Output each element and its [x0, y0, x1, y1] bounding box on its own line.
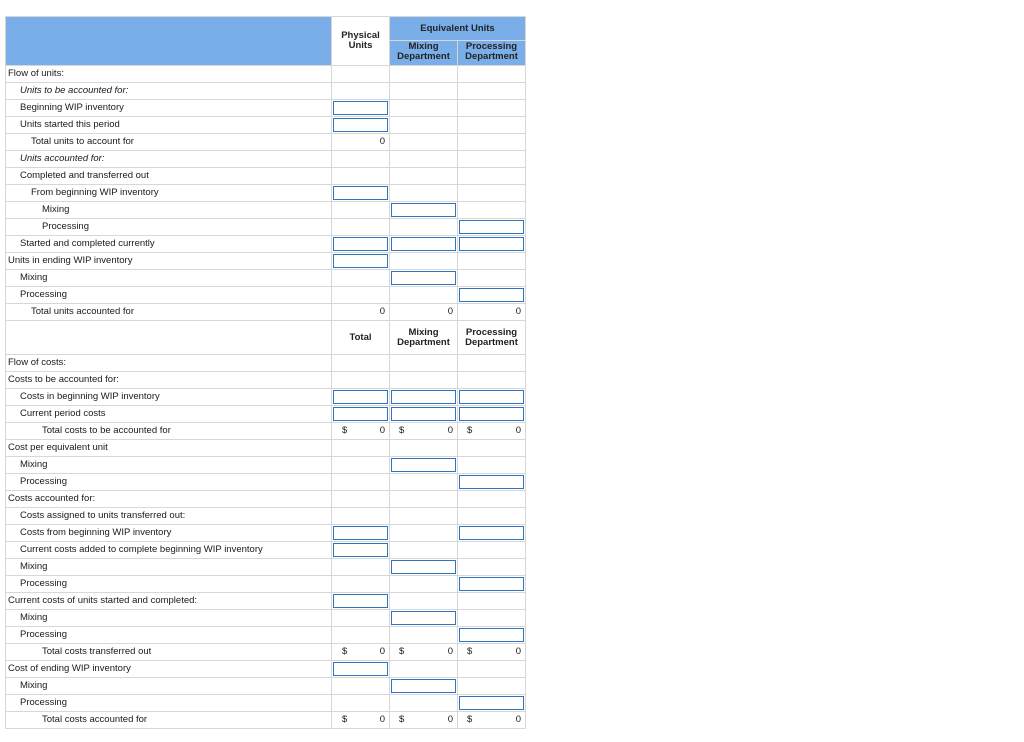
processing-cell — [458, 202, 526, 219]
row-label: Current costs added to complete beginning WIP inventory — [5, 542, 332, 559]
mixing-cell — [390, 576, 458, 593]
processing-input[interactable] — [459, 475, 524, 489]
total-value: 0 — [379, 425, 385, 436]
total-cell — [332, 151, 390, 168]
mixing-cell — [390, 712, 458, 729]
processing-value: 0 — [515, 714, 521, 725]
total-cell — [332, 440, 390, 457]
total-cell — [332, 712, 390, 729]
column-header — [5, 16, 526, 66]
row-label: Mixing — [5, 270, 332, 287]
processing-value: 0 — [515, 425, 521, 436]
processing-cell — [458, 253, 526, 270]
row-label: Mixing — [5, 610, 332, 627]
total-cell — [332, 270, 390, 287]
processing-cell — [458, 508, 526, 525]
total-input[interactable] — [333, 407, 388, 421]
subheader-mixing-cell — [390, 321, 458, 355]
processing-cell — [458, 219, 526, 236]
processing-cell — [458, 559, 526, 576]
subheader-processing-cell — [458, 321, 526, 355]
total-cell — [332, 610, 390, 627]
processing-cell — [458, 593, 526, 610]
mixing-department-heading: Mixing Department — [397, 327, 450, 348]
row-label: Units started this period — [5, 117, 332, 134]
mixing-value: 0 — [447, 646, 453, 657]
total-cell — [332, 661, 390, 678]
table-row — [5, 100, 526, 117]
processing-cell — [458, 304, 526, 321]
processing-value: 0 — [515, 306, 521, 317]
row-label: Mixing — [5, 202, 332, 219]
currency-symbol: $ — [467, 646, 473, 657]
mixing-input[interactable] — [391, 237, 456, 251]
table-row — [5, 644, 526, 661]
mixing-value: 0 — [447, 714, 453, 725]
table-row — [5, 508, 526, 525]
processing-cell — [458, 542, 526, 559]
currency-symbol: $ — [342, 714, 348, 725]
processing-cell — [458, 644, 526, 661]
mixing-cell — [390, 236, 458, 253]
total-value: 0 — [379, 136, 385, 147]
row-label: Cost of ending WIP inventory — [5, 661, 332, 678]
row-label: Mixing — [5, 678, 332, 695]
table-row — [5, 440, 526, 457]
total-cell — [332, 372, 390, 389]
total-cell — [332, 559, 390, 576]
mixing-cell — [390, 627, 458, 644]
total-input[interactable] — [333, 662, 388, 676]
total-cell — [332, 508, 390, 525]
table-row — [5, 66, 526, 83]
mixing-cell — [390, 406, 458, 423]
mixing-cell — [390, 474, 458, 491]
total-cell — [332, 202, 390, 219]
table-row — [5, 559, 526, 576]
total-cell — [332, 474, 390, 491]
row-label: Beginning WIP inventory — [5, 100, 332, 117]
total-cell — [332, 423, 390, 440]
mixing-cell — [390, 457, 458, 474]
total-cell — [332, 219, 390, 236]
subheader-blank-cell — [5, 321, 332, 355]
processing-value: 0 — [515, 646, 521, 657]
processing-cell — [458, 695, 526, 712]
mixing-input[interactable] — [391, 458, 456, 472]
mixing-cell — [390, 151, 458, 168]
table-row — [5, 457, 526, 474]
processing-cell — [458, 610, 526, 627]
table-row — [5, 491, 526, 508]
table-row — [5, 304, 526, 321]
table-row — [5, 355, 526, 372]
total-cell — [332, 83, 390, 100]
mixing-input[interactable] — [391, 560, 456, 574]
total-cell — [332, 525, 390, 542]
processing-input[interactable] — [459, 220, 524, 234]
cost-column-header — [5, 321, 526, 355]
currency-symbol: $ — [399, 425, 405, 436]
table-row — [5, 474, 526, 491]
processing-cell — [458, 712, 526, 729]
mixing-cell — [390, 491, 458, 508]
mixing-cell — [390, 593, 458, 610]
mixing-cell — [390, 542, 458, 559]
mixing-input[interactable] — [391, 271, 456, 285]
total-cell — [332, 100, 390, 117]
processing-cell — [458, 185, 526, 202]
row-label: Started and completed currently — [5, 236, 332, 253]
processing-cell — [458, 134, 526, 151]
total-input[interactable] — [333, 186, 388, 200]
mixing-cell — [390, 661, 458, 678]
processing-input[interactable] — [459, 407, 524, 421]
total-value: 0 — [379, 714, 385, 725]
row-label: Total units to account for — [5, 134, 332, 151]
processing-department-heading: Processing Department — [465, 41, 518, 62]
row-label: Total costs transferred out — [5, 644, 332, 661]
mixing-cell — [390, 117, 458, 134]
total-cell — [332, 389, 390, 406]
processing-cell — [458, 440, 526, 457]
table-row — [5, 168, 526, 185]
total-cell — [332, 236, 390, 253]
table-row — [5, 270, 526, 287]
processing-cell — [458, 287, 526, 304]
row-label: Units accounted for: — [5, 151, 332, 168]
processing-department-heading: Processing Department — [465, 327, 518, 348]
mixing-input[interactable] — [391, 679, 456, 693]
processing-input[interactable] — [459, 390, 524, 404]
row-label: Mixing — [5, 559, 332, 576]
mixing-cell — [390, 678, 458, 695]
processing-cell — [458, 525, 526, 542]
mixing-cell — [390, 287, 458, 304]
total-cell — [332, 491, 390, 508]
mixing-cell — [390, 610, 458, 627]
total-value: 0 — [379, 306, 385, 317]
currency-symbol: $ — [342, 646, 348, 657]
currency-symbol: $ — [467, 425, 473, 436]
mixing-input[interactable] — [391, 611, 456, 625]
row-label: Current costs of units started and completed: — [5, 593, 332, 610]
header-mixing-cell — [390, 41, 458, 66]
total-cell — [332, 287, 390, 304]
processing-input[interactable] — [459, 577, 524, 591]
total-input[interactable] — [333, 237, 388, 251]
row-label: Costs assigned to units transferred out: — [5, 508, 332, 525]
table-row — [5, 661, 526, 678]
header-physical-units-cell — [332, 16, 390, 66]
total-cell — [332, 355, 390, 372]
processing-cell — [458, 355, 526, 372]
mixing-cell — [390, 389, 458, 406]
currency-symbol: $ — [467, 714, 473, 725]
table-row — [5, 678, 526, 695]
row-label: Total units accounted for — [5, 304, 332, 321]
table-row — [5, 202, 526, 219]
subheader-total-cell — [332, 321, 390, 355]
row-label: Processing — [5, 474, 332, 491]
processing-cell — [458, 117, 526, 134]
total-input[interactable] — [333, 254, 388, 268]
processing-input[interactable] — [459, 526, 524, 540]
table-row — [5, 406, 526, 423]
total-input[interactable] — [333, 594, 388, 608]
processing-cell — [458, 491, 526, 508]
mixing-cell — [390, 219, 458, 236]
total-input[interactable] — [333, 526, 388, 540]
processing-cell — [458, 236, 526, 253]
row-label: Costs accounted for: — [5, 491, 332, 508]
table-row — [5, 151, 526, 168]
currency-symbol: $ — [399, 646, 405, 657]
table-row — [5, 287, 526, 304]
processing-cell — [458, 168, 526, 185]
row-label: From beginning WIP inventory — [5, 185, 332, 202]
row-label: Processing — [5, 219, 332, 236]
mixing-department-heading: Mixing Department — [397, 41, 450, 62]
total-input[interactable] — [333, 101, 388, 115]
total-cell — [332, 185, 390, 202]
mixing-cell — [390, 508, 458, 525]
table-row — [5, 423, 526, 440]
row-label: Current period costs — [5, 406, 332, 423]
mixing-cell — [390, 440, 458, 457]
currency-symbol: $ — [399, 714, 405, 725]
mixing-input[interactable] — [391, 407, 456, 421]
mixing-cell — [390, 270, 458, 287]
row-label: Total costs to be accounted for — [5, 423, 332, 440]
mixing-value: 0 — [447, 306, 453, 317]
table-row — [5, 219, 526, 236]
row-label: Processing — [5, 287, 332, 304]
row-label: Costs in beginning WIP inventory — [5, 389, 332, 406]
table-row — [5, 576, 526, 593]
total-input[interactable] — [333, 543, 388, 557]
table-row — [5, 542, 526, 559]
mixing-cell — [390, 423, 458, 440]
table-row — [5, 627, 526, 644]
equivalent-units-heading: Equivalent Units — [420, 23, 495, 34]
total-cell — [332, 117, 390, 134]
mixing-cell — [390, 202, 458, 219]
processing-cell — [458, 100, 526, 117]
total-cell — [332, 644, 390, 661]
table-row — [5, 712, 526, 729]
row-label: Units in ending WIP inventory — [5, 253, 332, 270]
total-cell — [332, 304, 390, 321]
processing-input[interactable] — [459, 237, 524, 251]
table-row — [5, 117, 526, 134]
row-label: Total costs accounted for — [5, 712, 332, 729]
processing-input[interactable] — [459, 628, 524, 642]
total-heading: Total — [349, 332, 372, 343]
row-label: Processing — [5, 576, 332, 593]
total-cell — [332, 253, 390, 270]
processing-cell — [458, 151, 526, 168]
header-blank-cell — [5, 16, 332, 66]
processing-cell — [458, 678, 526, 695]
mixing-cell — [390, 83, 458, 100]
row-label: Costs from beginning WIP inventory — [5, 525, 332, 542]
table-row — [5, 389, 526, 406]
table-row — [5, 610, 526, 627]
table-row — [5, 134, 526, 151]
total-input[interactable] — [333, 118, 388, 132]
total-cell — [332, 593, 390, 610]
processing-cell — [458, 66, 526, 83]
total-cell — [332, 134, 390, 151]
table-row — [5, 185, 526, 202]
mixing-cell — [390, 355, 458, 372]
processing-cell — [458, 270, 526, 287]
mixing-cell — [390, 185, 458, 202]
table-row — [5, 695, 526, 712]
mixing-cell — [390, 134, 458, 151]
row-label: Units to be accounted for: — [5, 83, 332, 100]
row-label: Processing — [5, 627, 332, 644]
processing-cell — [458, 372, 526, 389]
row-label: Cost per equivalent unit — [5, 440, 332, 457]
processing-cell — [458, 627, 526, 644]
total-cell — [332, 406, 390, 423]
mixing-cell — [390, 168, 458, 185]
mixing-cell — [390, 253, 458, 270]
processing-cell — [458, 474, 526, 491]
total-input[interactable] — [333, 390, 388, 404]
row-label: Flow of costs: — [5, 355, 332, 372]
mixing-cell — [390, 304, 458, 321]
processing-input[interactable] — [459, 288, 524, 302]
table-row — [5, 372, 526, 389]
table-row — [5, 83, 526, 100]
mixing-cell — [390, 525, 458, 542]
processing-input[interactable] — [459, 696, 524, 710]
total-cell — [332, 542, 390, 559]
total-cell — [332, 627, 390, 644]
total-value: 0 — [379, 646, 385, 657]
header-equivalent-units-cell — [390, 16, 526, 41]
table-row — [5, 236, 526, 253]
header-processing-cell — [458, 41, 526, 66]
row-label: Processing — [5, 695, 332, 712]
mixing-cell — [390, 695, 458, 712]
mixing-cell — [390, 372, 458, 389]
mixing-cell — [390, 559, 458, 576]
total-cell — [332, 168, 390, 185]
processing-cell — [458, 406, 526, 423]
mixing-input[interactable] — [391, 390, 456, 404]
table-row — [5, 525, 526, 542]
processing-cell — [458, 389, 526, 406]
total-cell — [332, 457, 390, 474]
mixing-value: 0 — [447, 425, 453, 436]
table-row — [5, 253, 526, 270]
processing-cell — [458, 423, 526, 440]
row-label: Completed and transferred out — [5, 168, 332, 185]
total-cell — [332, 576, 390, 593]
mixing-cell — [390, 644, 458, 661]
row-label: Flow of units: — [5, 66, 332, 83]
mixing-input[interactable] — [391, 203, 456, 217]
processing-cell — [458, 661, 526, 678]
mixing-cell — [390, 66, 458, 83]
processing-cell — [458, 83, 526, 100]
row-label: Mixing — [5, 457, 332, 474]
total-cell — [332, 66, 390, 83]
mixing-cell — [390, 100, 458, 117]
table-row — [5, 593, 526, 610]
total-cell — [332, 695, 390, 712]
physical-units-heading: Physical Units — [341, 30, 380, 51]
row-label: Costs to be accounted for: — [5, 372, 332, 389]
processing-cell — [458, 457, 526, 474]
currency-symbol: $ — [342, 425, 348, 436]
processing-cell — [458, 576, 526, 593]
total-cell — [332, 678, 390, 695]
